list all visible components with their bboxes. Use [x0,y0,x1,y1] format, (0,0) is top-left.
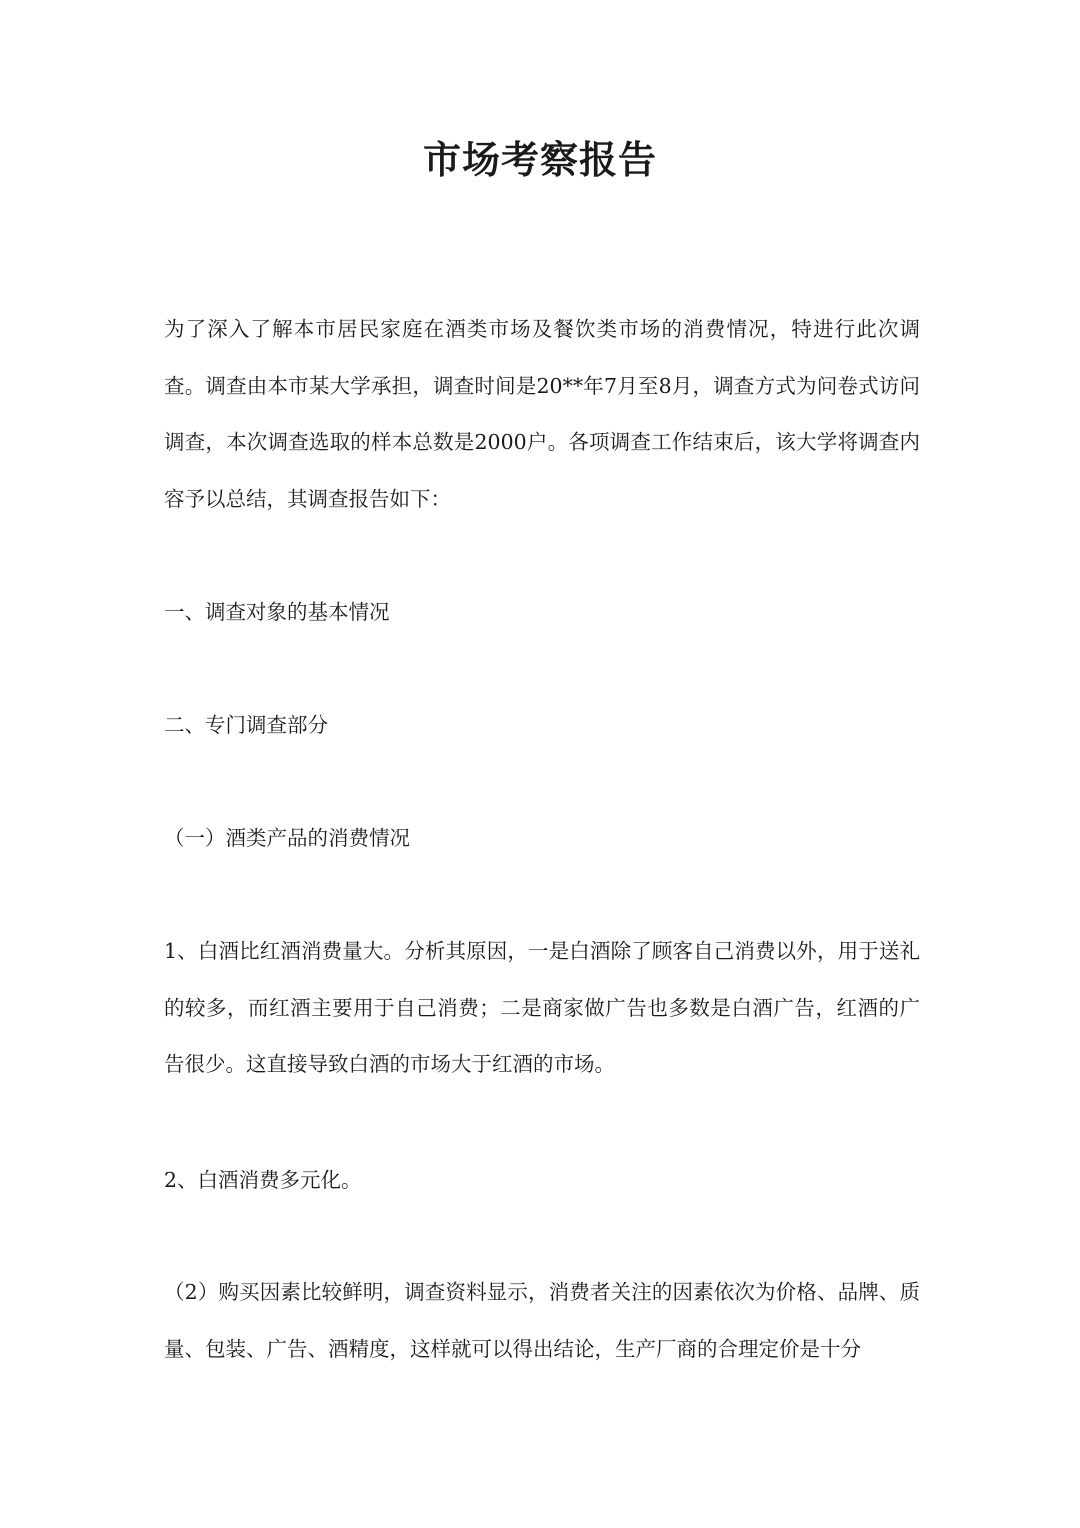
intro-paragraph: 为了深入了解本市居民家庭在酒类市场及餐饮类市场的消费情况，特进行此次调查。调查由本市某大学承担，调查时间是20**年7月至8月，调查方式为问卷式访问调查，本次调查选取的样本总数是2000户。各项调查工作结束后，该大学将调查内容予以总结，其调查报告如下： [164,317,920,511]
subsection-heading-liquor-consumption: （一）酒类产品的消费情况 [164,826,410,850]
paragraph-item-2-sub-2: （2）购买因素比较鲜明，调查资料显示，消费者关注的因素依次为价格、品牌、质量、包装、广告、酒精度，这样就可以得出结论，生产厂商的合理定价是十分 [164,1280,920,1361]
section-heading-basic-info: 一、调查对象的基本情况 [164,600,390,624]
section-heading-special-survey: 二、专门调查部分 [164,713,328,737]
page-title: 市场考察报告 [422,137,657,182]
paragraph-item-2: 2、白酒消费多元化。 [164,1168,362,1192]
paragraph-item-1: 1、白酒比红酒消费量大。分析其原因，一是白酒除了顾客自己消费以外，用于送礼的较多，而红酒主要用于自己消费；二是商家做广告也多数是白酒广告，红酒的广告很少。这直接导致白酒的市场大于红酒的市场。 [164,939,920,1076]
